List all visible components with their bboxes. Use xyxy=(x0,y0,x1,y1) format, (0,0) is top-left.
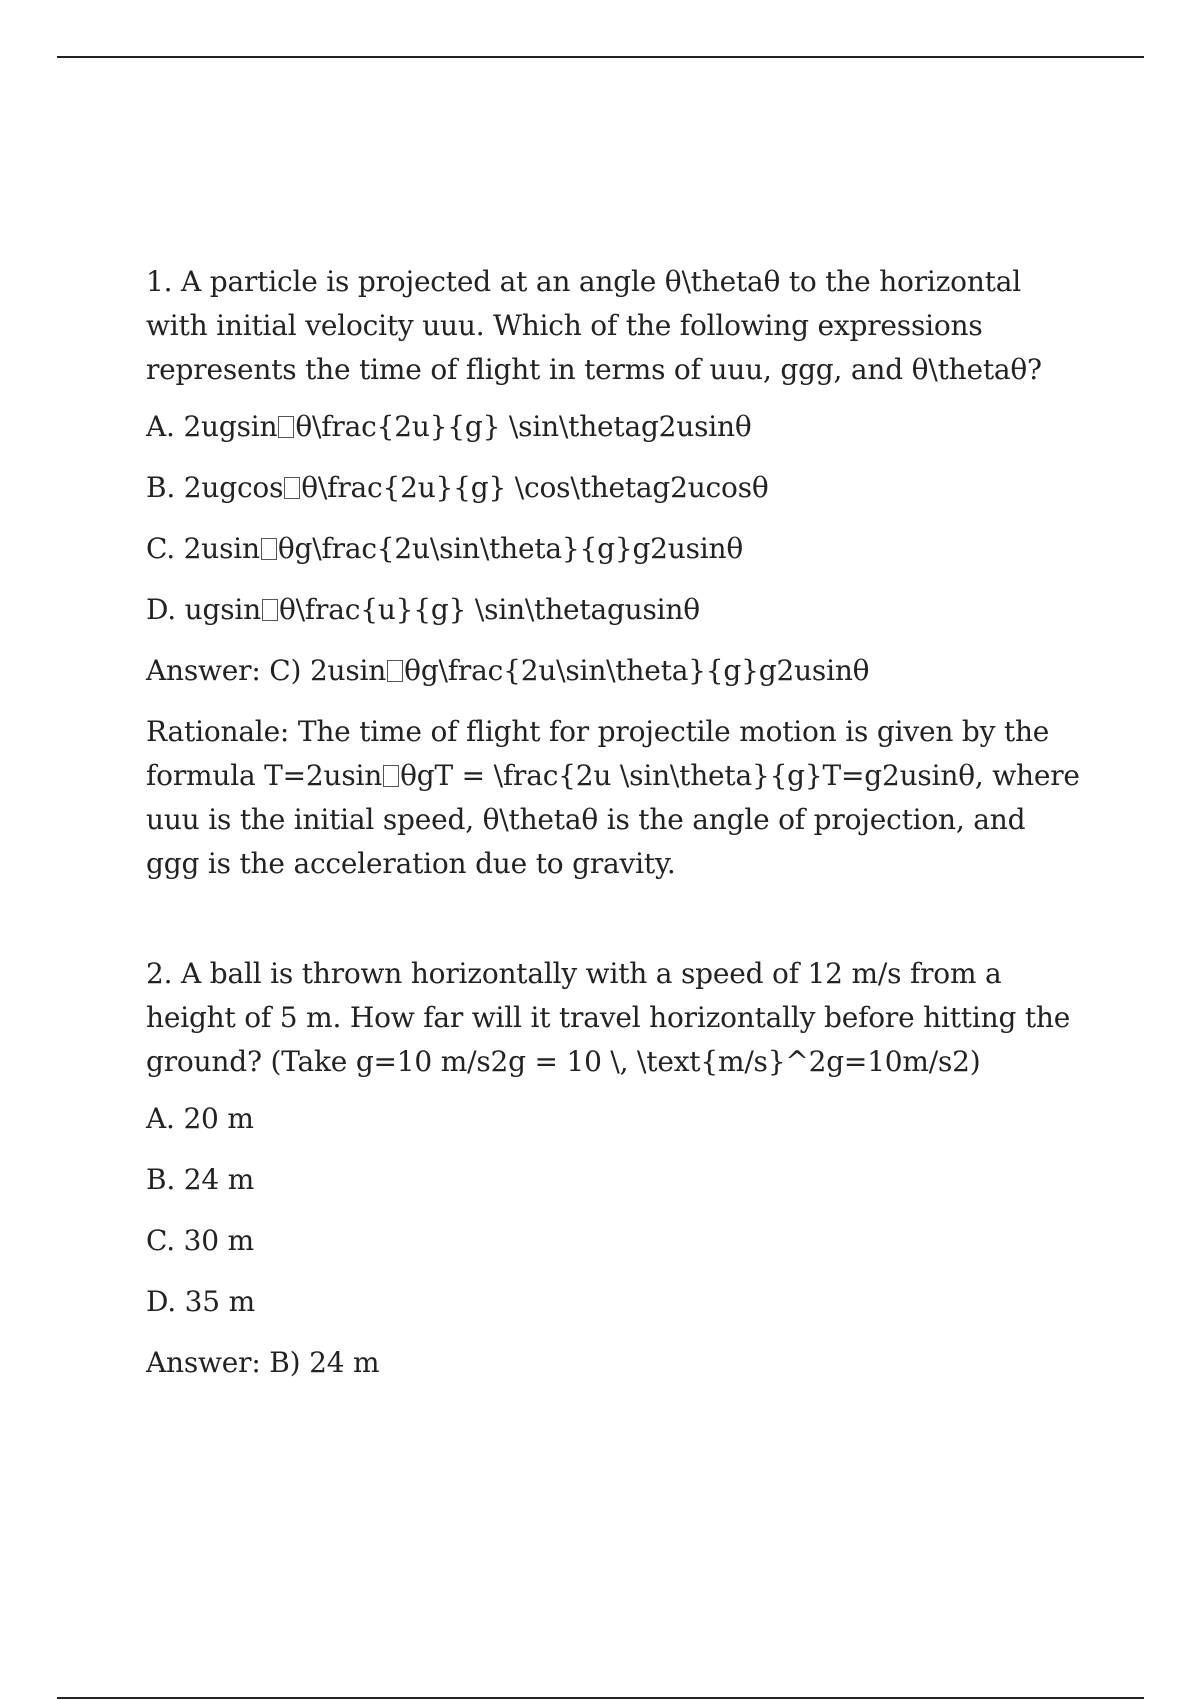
question-block xyxy=(146,260,1086,886)
option-c xyxy=(146,527,1086,571)
option-letter: C. xyxy=(146,1224,175,1257)
option-value: 24 m xyxy=(183,1163,255,1196)
option-formula-end: θ\frac{2u}{g} \cos\thetag2ucosθ xyxy=(301,471,769,504)
question-text xyxy=(146,952,1086,1084)
missing-glyph-icon xyxy=(262,599,278,621)
option-formula-start: 2ugcos xyxy=(183,471,284,504)
option-letter: A. xyxy=(146,410,175,443)
option-letter: A. xyxy=(146,1102,175,1135)
option-formula-start: 2ugsin xyxy=(183,410,278,443)
answer-formula-start: 2usin xyxy=(309,654,387,687)
question-number: 1. xyxy=(146,265,173,298)
question-body: A ball is thrown horizontally with a speed of 12 m/s from a height of 5 m. How far will it travel horizontally before hitting the ground? (Take g=10 m/s2g = 10 \, \text{m/s}^2g=10m/s2) xyxy=(146,957,1071,1078)
question-number: 2. xyxy=(146,957,173,990)
header-rule xyxy=(57,56,1144,58)
option-d xyxy=(146,588,1086,632)
answer-line xyxy=(146,649,1086,693)
option-letter: B. xyxy=(146,471,176,504)
option-value: 35 m xyxy=(184,1285,255,1318)
option-letter: D. xyxy=(146,593,176,626)
rationale-start: Rationale: The time of flight for projectile motion is given by the formula T=2usin xyxy=(146,715,1050,792)
option-a xyxy=(146,405,1086,449)
option-formula-start: ugsin xyxy=(184,593,261,626)
question-block xyxy=(146,952,1086,1385)
missing-glyph-icon xyxy=(278,416,294,438)
answer-line xyxy=(146,1341,1086,1385)
missing-glyph-icon xyxy=(383,765,399,787)
rationale-text xyxy=(146,710,1086,886)
answer-label: Answer: B) xyxy=(146,1346,301,1379)
document-body xyxy=(146,260,1086,1402)
missing-glyph-icon xyxy=(261,538,277,560)
option-b xyxy=(146,466,1086,510)
footer-rule xyxy=(57,1697,1144,1699)
missing-glyph-icon xyxy=(387,660,403,682)
option-letter: C. xyxy=(146,532,175,565)
answer-value: 24 m xyxy=(309,1346,380,1379)
option-c xyxy=(146,1219,1086,1263)
option-letter: D. xyxy=(146,1285,176,1318)
option-formula-end: θ\frac{2u}{g} \sin\thetag2usinθ xyxy=(295,410,752,443)
missing-glyph-icon xyxy=(284,477,300,499)
option-formula-start: 2usin xyxy=(183,532,260,565)
rationale-end: θgT = \frac{2u \sin\theta}{g}T=g2usinθ, where uuu is the initial speed, θ\thetaθ is the angle of projection, and ggg is the acceleration due to gravity. xyxy=(146,759,1080,880)
option-a xyxy=(146,1097,1086,1141)
option-d xyxy=(146,1280,1086,1324)
option-b xyxy=(146,1158,1086,1202)
question-spacer xyxy=(146,886,1086,952)
answer-formula-end: θg\frac{2u\sin\theta}{g}g2usinθ xyxy=(404,654,870,687)
question-text xyxy=(146,260,1086,392)
question-body: A particle is projected at an angle θ\thetaθ to the horizontal with initial velocity uuu. Which of the following expressions represents the time of flight in terms of uuu, ggg, and θ\thetaθ? xyxy=(146,265,1042,386)
option-letter: B. xyxy=(146,1163,176,1196)
option-formula-end: θ\frac{u}{g} \sin\thetagusinθ xyxy=(278,593,700,626)
answer-label: Answer: C) xyxy=(146,654,302,687)
option-value: 30 m xyxy=(183,1224,254,1257)
option-value: 20 m xyxy=(183,1102,254,1135)
option-formula-end: θg\frac{2u\sin\theta}{g}g2usinθ xyxy=(277,532,744,565)
